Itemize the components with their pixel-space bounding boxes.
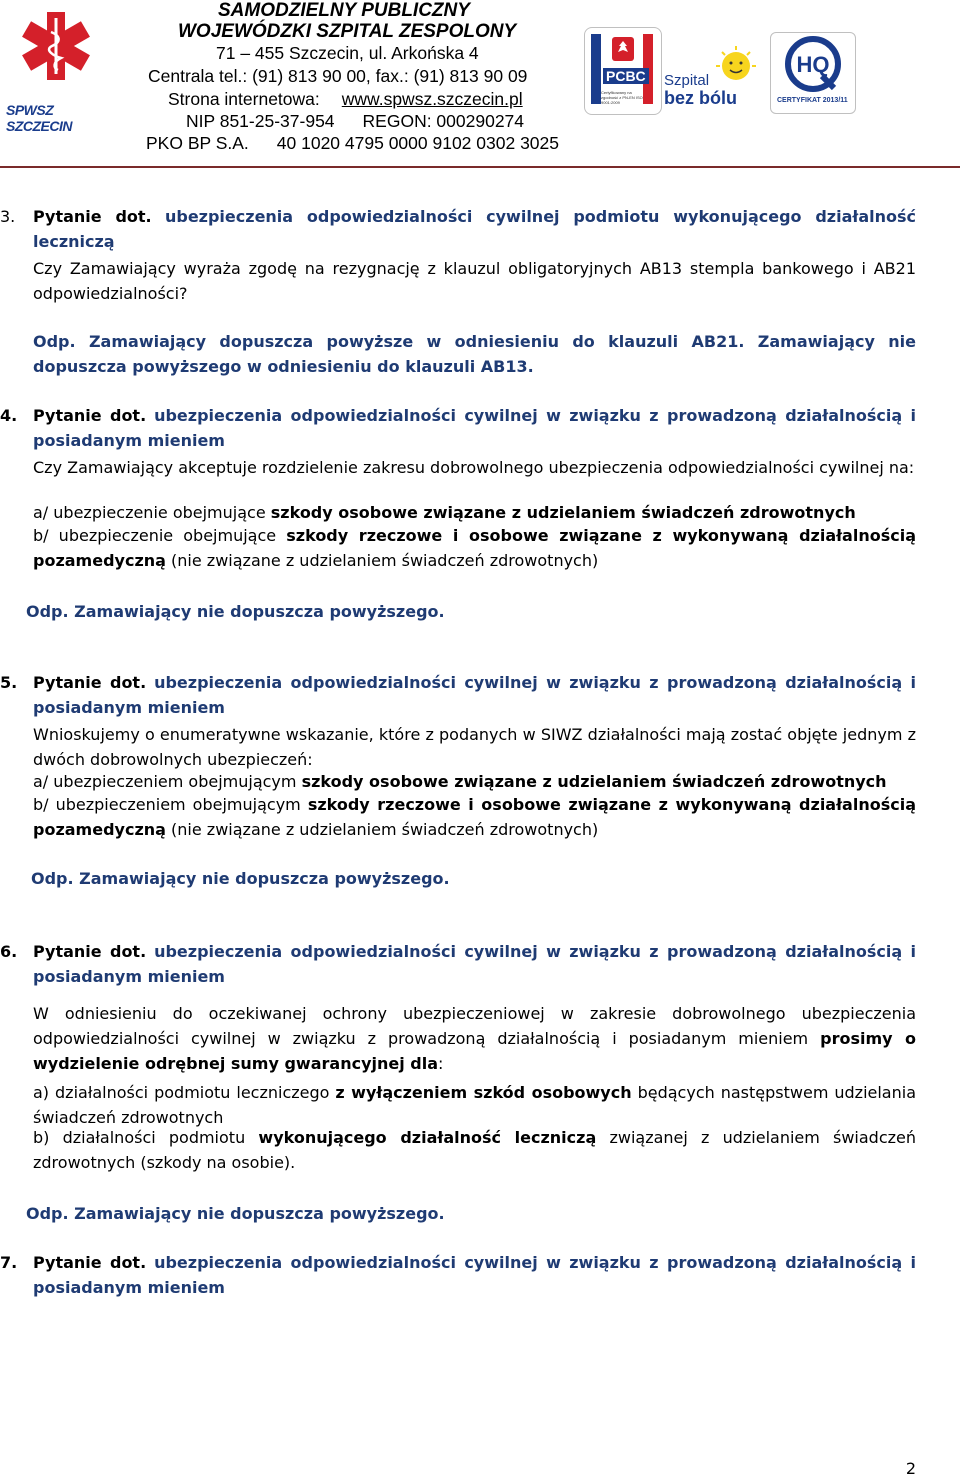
q4-body: Czy Zamawiający akceptuje rozdzielenie zakresu dobrowolnego ubezpieczenia odpowiedzialności cywilnej na: xyxy=(33,458,915,477)
quality-seal-icon xyxy=(782,36,844,92)
header-line-6: NIP 851-25-37-954 REGON: 000290274 xyxy=(186,111,525,131)
q7-heading: Pytanie dot. ubezpieczenia odpowiedzialności cywilnej w związku z prowadzoną działalnością i posiadanym mieniem xyxy=(33,1253,917,1297)
q5-body: Wnioskujemy o enumeratywne wskazanie, które z podanych w SIWZ działalności mają zostać objęte jednym z dwóch dobrowolnych ubezpieczeń: xyxy=(33,725,916,769)
q4-option-a: a/ ubezpieczenie obejmujące szkody osobowe związane z udzielaniem świadczeń zdrowotnych xyxy=(33,503,856,522)
q5-number: 5. xyxy=(0,673,18,692)
header-line-4: Centrala tel.: (91) 813 90 00, fax.: (91) 813 90 09 xyxy=(148,66,528,86)
q3-heading: Pytanie dot. ubezpieczenia odpowiedzialności cywilnej podmiotu wykonującego działalność leczniczą xyxy=(33,207,916,251)
q5-option-a: a/ ubezpieczeniem obejmującym szkody osobowe związane z udzielaniem świadczeń zdrowotnych xyxy=(33,772,887,791)
logo-caption: SPWSZ SZCZECIN xyxy=(6,102,72,134)
q6-option-a: a) działalności podmiotu leczniczego z wyłączeniem szkód osobowych będących następstwem udzielania świadczeń zdrowotnych xyxy=(33,1083,916,1127)
hospital-logo xyxy=(6,6,112,134)
pcbc-certificate-logo xyxy=(584,27,662,115)
header-line-7: PKO BP S.A. 40 1020 4795 0000 9102 0302 3025 xyxy=(146,133,560,153)
certificate-label: CERTYFIKAT 2013/11 xyxy=(777,97,848,104)
page-number: 2 xyxy=(905,1459,916,1478)
header-line-5: Strona internetowa: www.spwsz.szczecin.pl xyxy=(168,89,523,109)
svg-text:HQ: HQ xyxy=(796,52,830,77)
q7-number: 7. xyxy=(0,1253,18,1272)
sun-icon xyxy=(706,44,766,84)
header-line-2: WOJEWÓDZKI SZPITAL ZESPOLONY xyxy=(178,21,517,42)
q3-number: 3. xyxy=(0,207,16,226)
q3-answer: Odp. Zamawiający dopuszcza powyższe w odniesieniu do klauzuli AB21. Zamawiający nie dopuszcza powyższego w odniesieniu do klauzuli AB13. xyxy=(33,332,916,376)
q4-option-b: b/ ubezpieczenie obejmujące szkody rzeczowe i osobowe związane z wykonywaną działalnością pozamedyczną (nie związane z udzielaniem świadczeń zdrowotnych) xyxy=(33,526,917,570)
q5-option-b: b/ ubezpieczeniem obejmującym szkody rzeczowe i osobowe związane z wykonywaną działalnością pozamedyczną (nie związane z udzielaniem świadczeń zdrowotnych) xyxy=(33,795,916,839)
eagle-emblem-icon xyxy=(611,36,635,62)
q4-heading: Pytanie dot. ubezpieczenia odpowiedzialności cywilnej w związku z prowadzoną działalnością i posiadanym mieniem xyxy=(33,406,917,450)
header-divider xyxy=(0,166,960,168)
q4-number: 4. xyxy=(0,406,18,425)
q6-number: 6. xyxy=(0,942,18,961)
q5-answer: Odp. Zamawiający nie dopuszcza powyższego. xyxy=(31,869,450,888)
website-link[interactable]: www.spwsz.szczecin.pl xyxy=(341,89,523,109)
header-line-1: SAMODZIELNY PUBLICZNY xyxy=(218,0,470,21)
bez-bolu-label: bez bólu xyxy=(664,88,737,108)
q4-answer: Odp. Zamawiający nie dopuszcza powyższego. xyxy=(26,602,445,621)
q6-answer: Odp. Zamawiający nie dopuszcza powyższego. xyxy=(26,1204,445,1223)
q6-heading: Pytanie dot. ubezpieczenia odpowiedzialności cywilnej w związku z prowadzoną działalnością i posiadanym mieniem xyxy=(33,942,917,986)
q6-body: W odniesieniu do oczekiwanej ochrony ubezpieczeniowej w zakresie dobrowolnego ubezpieczenia odpowiedzialności cywilnej w związku z prowadzoną działalnością i posiadanym mieniem prosimy o wydzielenie odrębnej sumy gwarancyjnej dla: xyxy=(33,1004,916,1073)
q6-option-b: b) działalności podmiotu wykonującego działalność leczniczą związanej z udzielaniem świadczeń zdrowotnych (szkody na osobie). xyxy=(33,1128,917,1172)
quality-certificate-logo xyxy=(770,32,856,114)
q5-heading: Pytanie dot. ubezpieczenia odpowiedzialności cywilnej w związku z prowadzoną działalnością i posiadanym mieniem xyxy=(33,673,917,717)
szpital-label: Szpital xyxy=(664,72,710,89)
pcbc-label: PCBC xyxy=(603,68,649,84)
szpital-bez-bolu-logo xyxy=(662,44,762,114)
header-line-3: 71 – 455 Szczecin, ul. Arkońska 4 xyxy=(216,43,479,63)
q3-body: Czy Zamawiający wyraża zgodę na rezygnację z klauzul obligatoryjnych AB13 stempla bankowego i AB21 odpowiedzialności? xyxy=(33,259,916,303)
pcbc-caption: Certyfikowany na zgodność z PN-EN ISO 9001:2009 xyxy=(601,90,643,105)
